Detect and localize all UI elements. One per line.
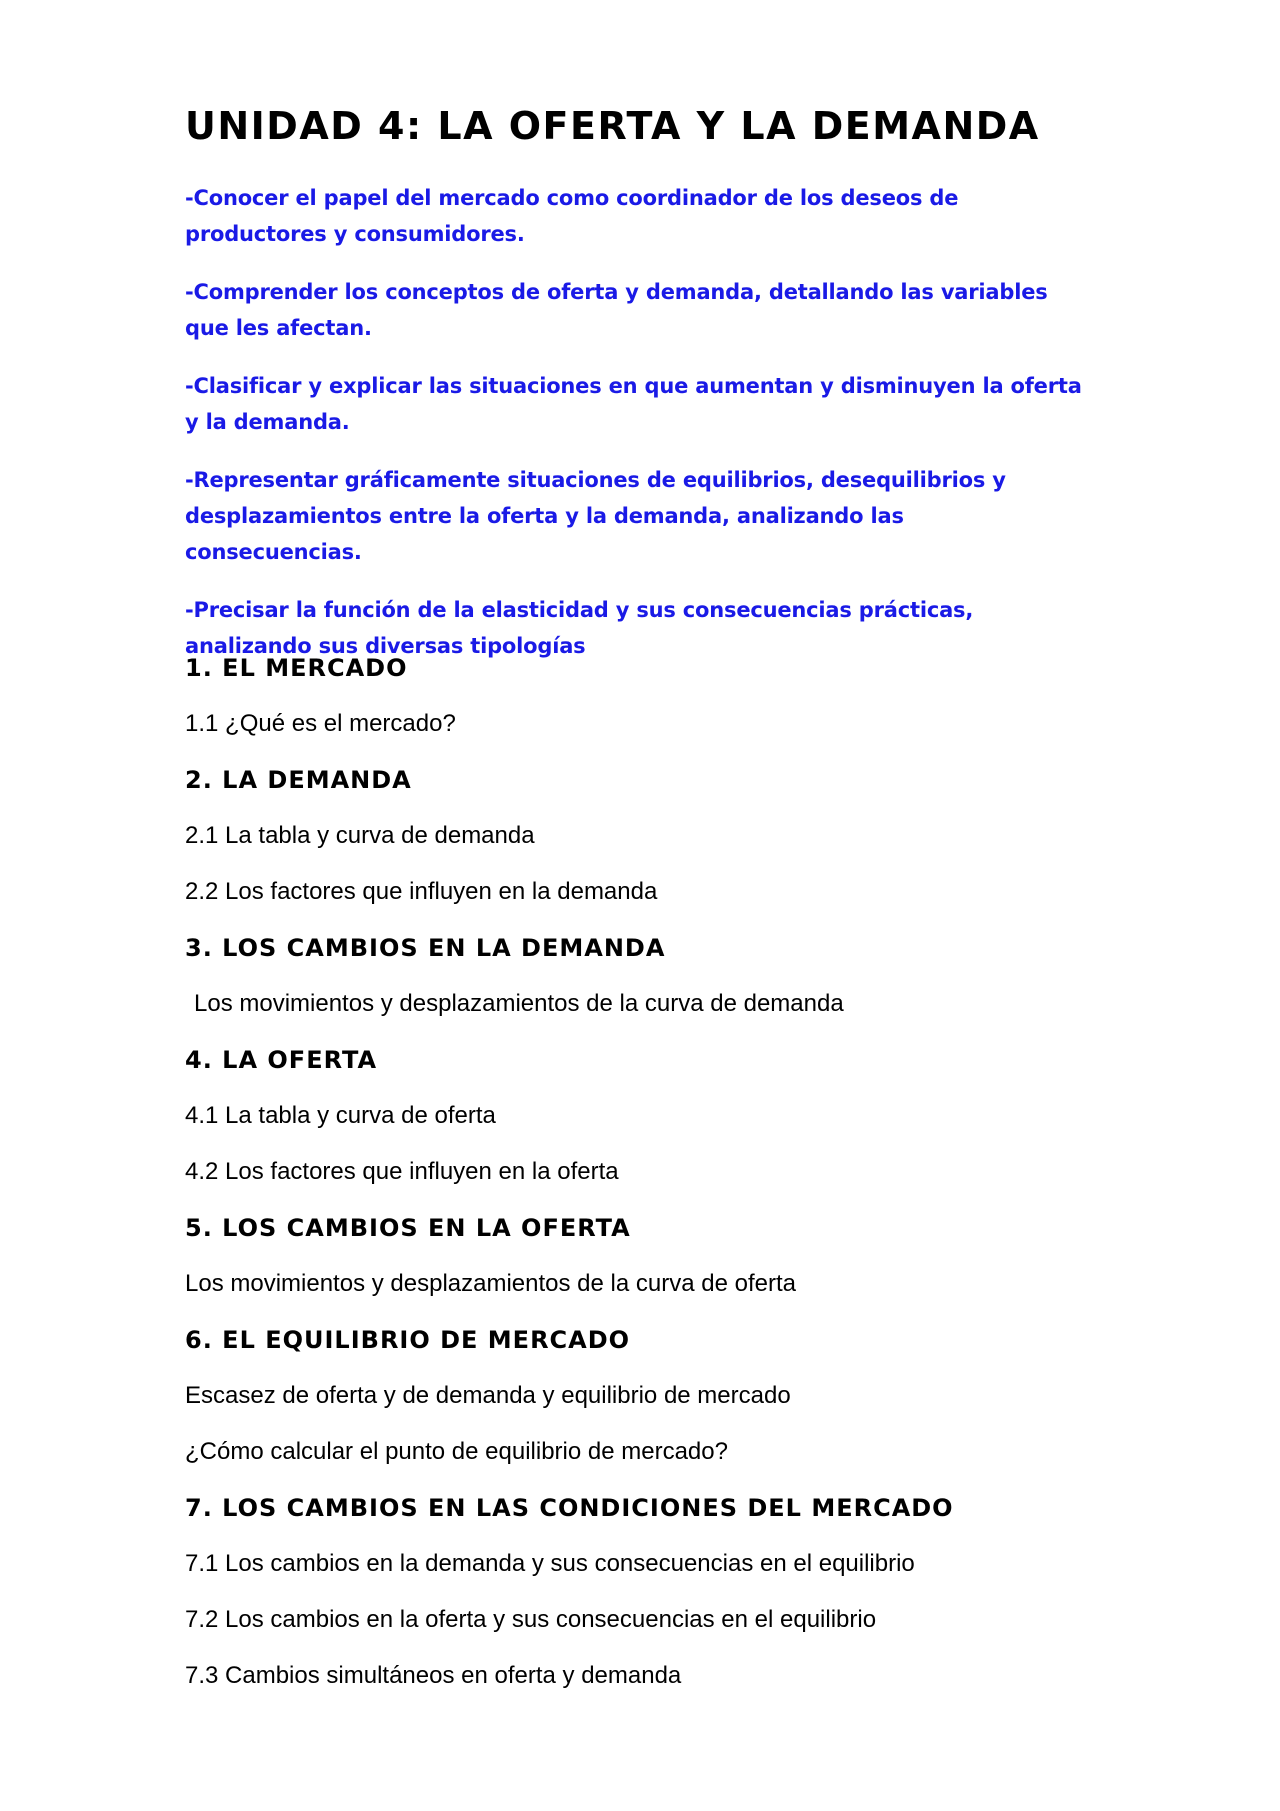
section-item: 4.2 Los factores que influyen en la oferta — [185, 1158, 619, 1185]
table-of-contents — [185, 650, 1085, 1714]
section-heading: 7. LOS CAMBIOS EN LAS CONDICIONES DEL MERCADO — [185, 1494, 954, 1522]
section-cambios-oferta — [185, 1210, 1085, 1322]
section-item: Escasez de oferta y de demanda y equilibrio de mercado — [185, 1382, 791, 1409]
section-cambios-demanda — [185, 930, 1085, 1042]
section-heading: 1. EL MERCADO — [185, 654, 408, 682]
objective-item: -Clasificar y explicar las situaciones en que aumentan y disminuyen la oferta y la demanda. — [185, 374, 1082, 434]
section-heading: 6. EL EQUILIBRIO DE MERCADO — [185, 1326, 631, 1354]
objective-item: -Precisar la función de la elasticidad y sus consecuencias prácticas, analizando sus diversas tipologías — [185, 598, 974, 658]
section-el-mercado — [185, 650, 1085, 762]
section-heading: 2. LA DEMANDA — [185, 766, 412, 794]
section-item: Los movimientos y desplazamientos de la curva de demanda — [194, 990, 844, 1017]
objective-item: -Comprender los conceptos de oferta y demanda, detallando las variables que les afectan. — [185, 280, 1048, 340]
section-item: 4.1 La tabla y curva de oferta — [185, 1102, 496, 1129]
section-cambios-condiciones — [185, 1490, 1085, 1714]
section-heading: 5. LOS CAMBIOS EN LA OFERTA — [185, 1214, 631, 1242]
section-item: 7.3 Cambios simultáneos en oferta y demanda — [185, 1662, 682, 1689]
section-heading: 4. LA OFERTA — [185, 1046, 378, 1074]
section-item: ¿Cómo calcular el punto de equilibrio de mercado? — [185, 1438, 728, 1465]
section-item: 7.1 Los cambios en la demanda y sus consecuencias en el equilibrio — [185, 1550, 915, 1577]
page-title: UNIDAD 4: LA OFERTA Y LA DEMANDA — [185, 104, 1040, 148]
section-la-demanda — [185, 762, 1085, 930]
objective-item: -Conocer el papel del mercado como coordinador de los deseos de productores y consumidores. — [185, 186, 959, 246]
section-item: Los movimientos y desplazamientos de la curva de oferta — [185, 1270, 796, 1297]
section-item: 2.1 La tabla y curva de demanda — [185, 822, 535, 849]
section-item: 7.2 Los cambios en la oferta y sus consecuencias en el equilibrio — [185, 1606, 877, 1633]
section-equilibrio — [185, 1322, 1085, 1490]
section-item: 1.1 ¿Qué es el mercado? — [185, 710, 456, 737]
objective-item: -Representar gráficamente situaciones de equilibrios, desequilibrios y desplazamientos entre la oferta y la demanda, analizando las consecuencias. — [185, 468, 1006, 564]
section-heading: 3. LOS CAMBIOS EN LA DEMANDA — [185, 934, 666, 962]
section-la-oferta — [185, 1042, 1085, 1210]
section-item: 2.2 Los factores que influyen en la demanda — [185, 878, 658, 905]
objectives-list — [185, 180, 1085, 686]
